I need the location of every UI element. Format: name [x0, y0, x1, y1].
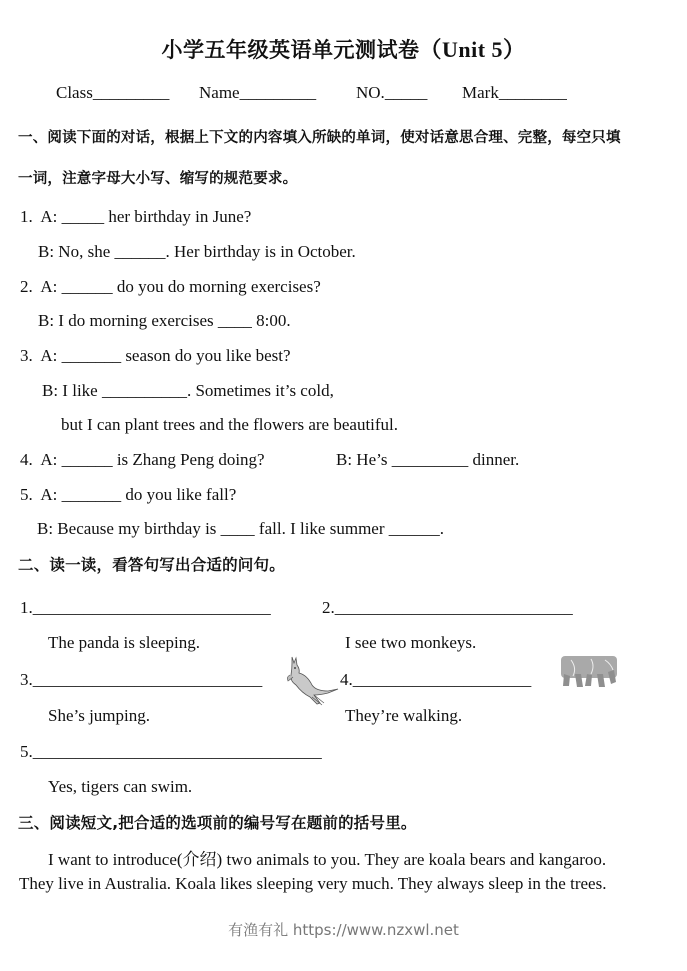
mark-blank: ________ [498, 83, 567, 102]
s1-q3-a [20, 346, 291, 366]
answer-blank[interactable]: ____ [217, 311, 252, 330]
s1-q1-b [38, 242, 356, 262]
answer-blank[interactable]: _______ [61, 346, 122, 365]
s1-q2-a [20, 277, 321, 297]
s2-q1-question [20, 598, 271, 618]
name-blank: _________ [239, 83, 317, 102]
section1-heading-line1: 一、阅读下面的对话，根据上下文的内容填入所缺的单词，使对话意思合理、完整，每空只填 [18, 130, 621, 146]
question-number: 2. [20, 277, 33, 296]
section1-heading-line2: 一词，注意字母大小写、缩写的规范要求。 [18, 171, 298, 187]
s1-q3-b [42, 381, 334, 401]
speaker-a: A: [40, 207, 62, 226]
sentence-text: dinner. [468, 450, 520, 469]
answer-line[interactable]: ____________________________ [334, 598, 573, 617]
answer-line[interactable]: __________________________________ [32, 742, 322, 761]
speaker-a: A: [40, 485, 62, 504]
s1-q4-b [336, 450, 519, 470]
s2-q1-answer: The panda is sleeping. [48, 633, 201, 652]
answer-blank[interactable]: ______ [61, 450, 113, 469]
question-number: 2. [322, 598, 335, 617]
answer-blank[interactable]: ______ [114, 242, 166, 261]
speaker-a: A: [40, 346, 62, 365]
speaker-b: B: Because my birthday is [37, 519, 221, 538]
s1-q3-b-continued: but I can plant trees and the flowers are beautiful. [61, 415, 399, 434]
answer-line[interactable]: ___________________________ [32, 670, 263, 689]
s1-q1-a [20, 207, 251, 227]
speaker-b: B: I do morning exercises [38, 311, 218, 330]
question-number: 4. [340, 670, 353, 689]
answer-blank[interactable]: ______ [61, 277, 113, 296]
s1-q2-b [38, 311, 291, 331]
speaker-b: B: I like [42, 381, 102, 400]
speaker-a: A: [40, 277, 62, 296]
s2-q5-question [20, 742, 322, 762]
kangaroo-image [282, 655, 342, 707]
sentence-text: 8:00. [251, 311, 291, 330]
reading-paragraph-line2: They live in Australia. Koala likes sleeping very much. They always sleep in the trees. [19, 874, 607, 893]
number-field[interactable] [356, 83, 427, 103]
answer-blank[interactable]: _________ [391, 450, 469, 469]
sentence-text: is Zhang Peng doing? [112, 450, 265, 469]
question-number: 5. [20, 485, 33, 504]
name-field[interactable] [199, 83, 316, 103]
speaker-b: B: No, she [38, 242, 115, 261]
s2-q2-question [322, 598, 573, 618]
s1-q5-a [20, 485, 236, 505]
sentence-text: . Her birthday is in October. [165, 242, 356, 261]
section3-heading: 三、阅读短文,把合适的选项前的编号写在题前的括号里。 [18, 814, 417, 832]
title-unit: （Unit 5） [419, 37, 526, 62]
kangaroo-icon [282, 655, 342, 707]
sentence-text: . [439, 519, 444, 538]
answer-blank[interactable]: ____ [220, 519, 255, 538]
speaker-b: B: He’s [336, 450, 392, 469]
question-number: 1. [20, 207, 33, 226]
elephants-icon [561, 656, 617, 690]
class-label: Class [56, 83, 93, 102]
section2-heading: 二、读一读，看答句写出合适的问句。 [18, 556, 285, 574]
title-chinese: 小学五年级英语单元测试卷 [161, 38, 420, 62]
question-number: 3. [20, 670, 33, 689]
page-title [0, 33, 687, 64]
question-number: 5. [20, 742, 33, 761]
answer-blank[interactable]: ______ [388, 519, 440, 538]
question-number: 3. [20, 346, 33, 365]
sentence-text: season do you like best? [121, 346, 291, 365]
number-label: NO. [356, 83, 385, 102]
s2-q2-answer: I see two monkeys. [345, 633, 477, 652]
s2-q4-answer: They’re walking. [345, 706, 463, 725]
speaker-a: A: [40, 450, 62, 469]
class-blank: _________ [92, 83, 170, 102]
answer-blank[interactable]: _______ [61, 485, 122, 504]
sentence-text: do you do morning exercises? [112, 277, 321, 296]
question-number: 1. [20, 598, 33, 617]
answer-line[interactable]: ____________________________ [32, 598, 271, 617]
name-label: Name [199, 83, 240, 102]
s2-q3-answer: She’s jumping. [48, 706, 151, 725]
sentence-text: do you like fall? [121, 485, 237, 504]
class-field[interactable] [56, 83, 169, 103]
answer-blank[interactable]: __________ [101, 381, 187, 400]
s1-q4-a [20, 450, 265, 470]
s2-q3-question [20, 670, 262, 690]
mark-label: Mark [462, 83, 499, 102]
question-number: 4. [20, 450, 33, 469]
s1-q5-b [37, 519, 444, 539]
answer-blank[interactable]: _____ [61, 207, 105, 226]
number-blank: _____ [384, 83, 428, 102]
sentence-text: fall. I like summer [254, 519, 389, 538]
sentence-text: her birthday in June? [104, 207, 252, 226]
elephants-image [561, 656, 617, 690]
reading-paragraph-line1: I want to introduce(介绍) two animals to you. They are koala bears and kangaroo. [48, 850, 607, 869]
s2-q4-question [340, 670, 531, 690]
sentence-text: . Sometimes it’s cold, [186, 381, 334, 400]
mark-field[interactable] [462, 83, 567, 103]
answer-line[interactable]: _____________________ [352, 670, 532, 689]
s2-q5-answer: Yes, tigers can swim. [48, 777, 193, 796]
watermark: 有渔有礼 https://www.nzxwl.net [228, 921, 459, 939]
